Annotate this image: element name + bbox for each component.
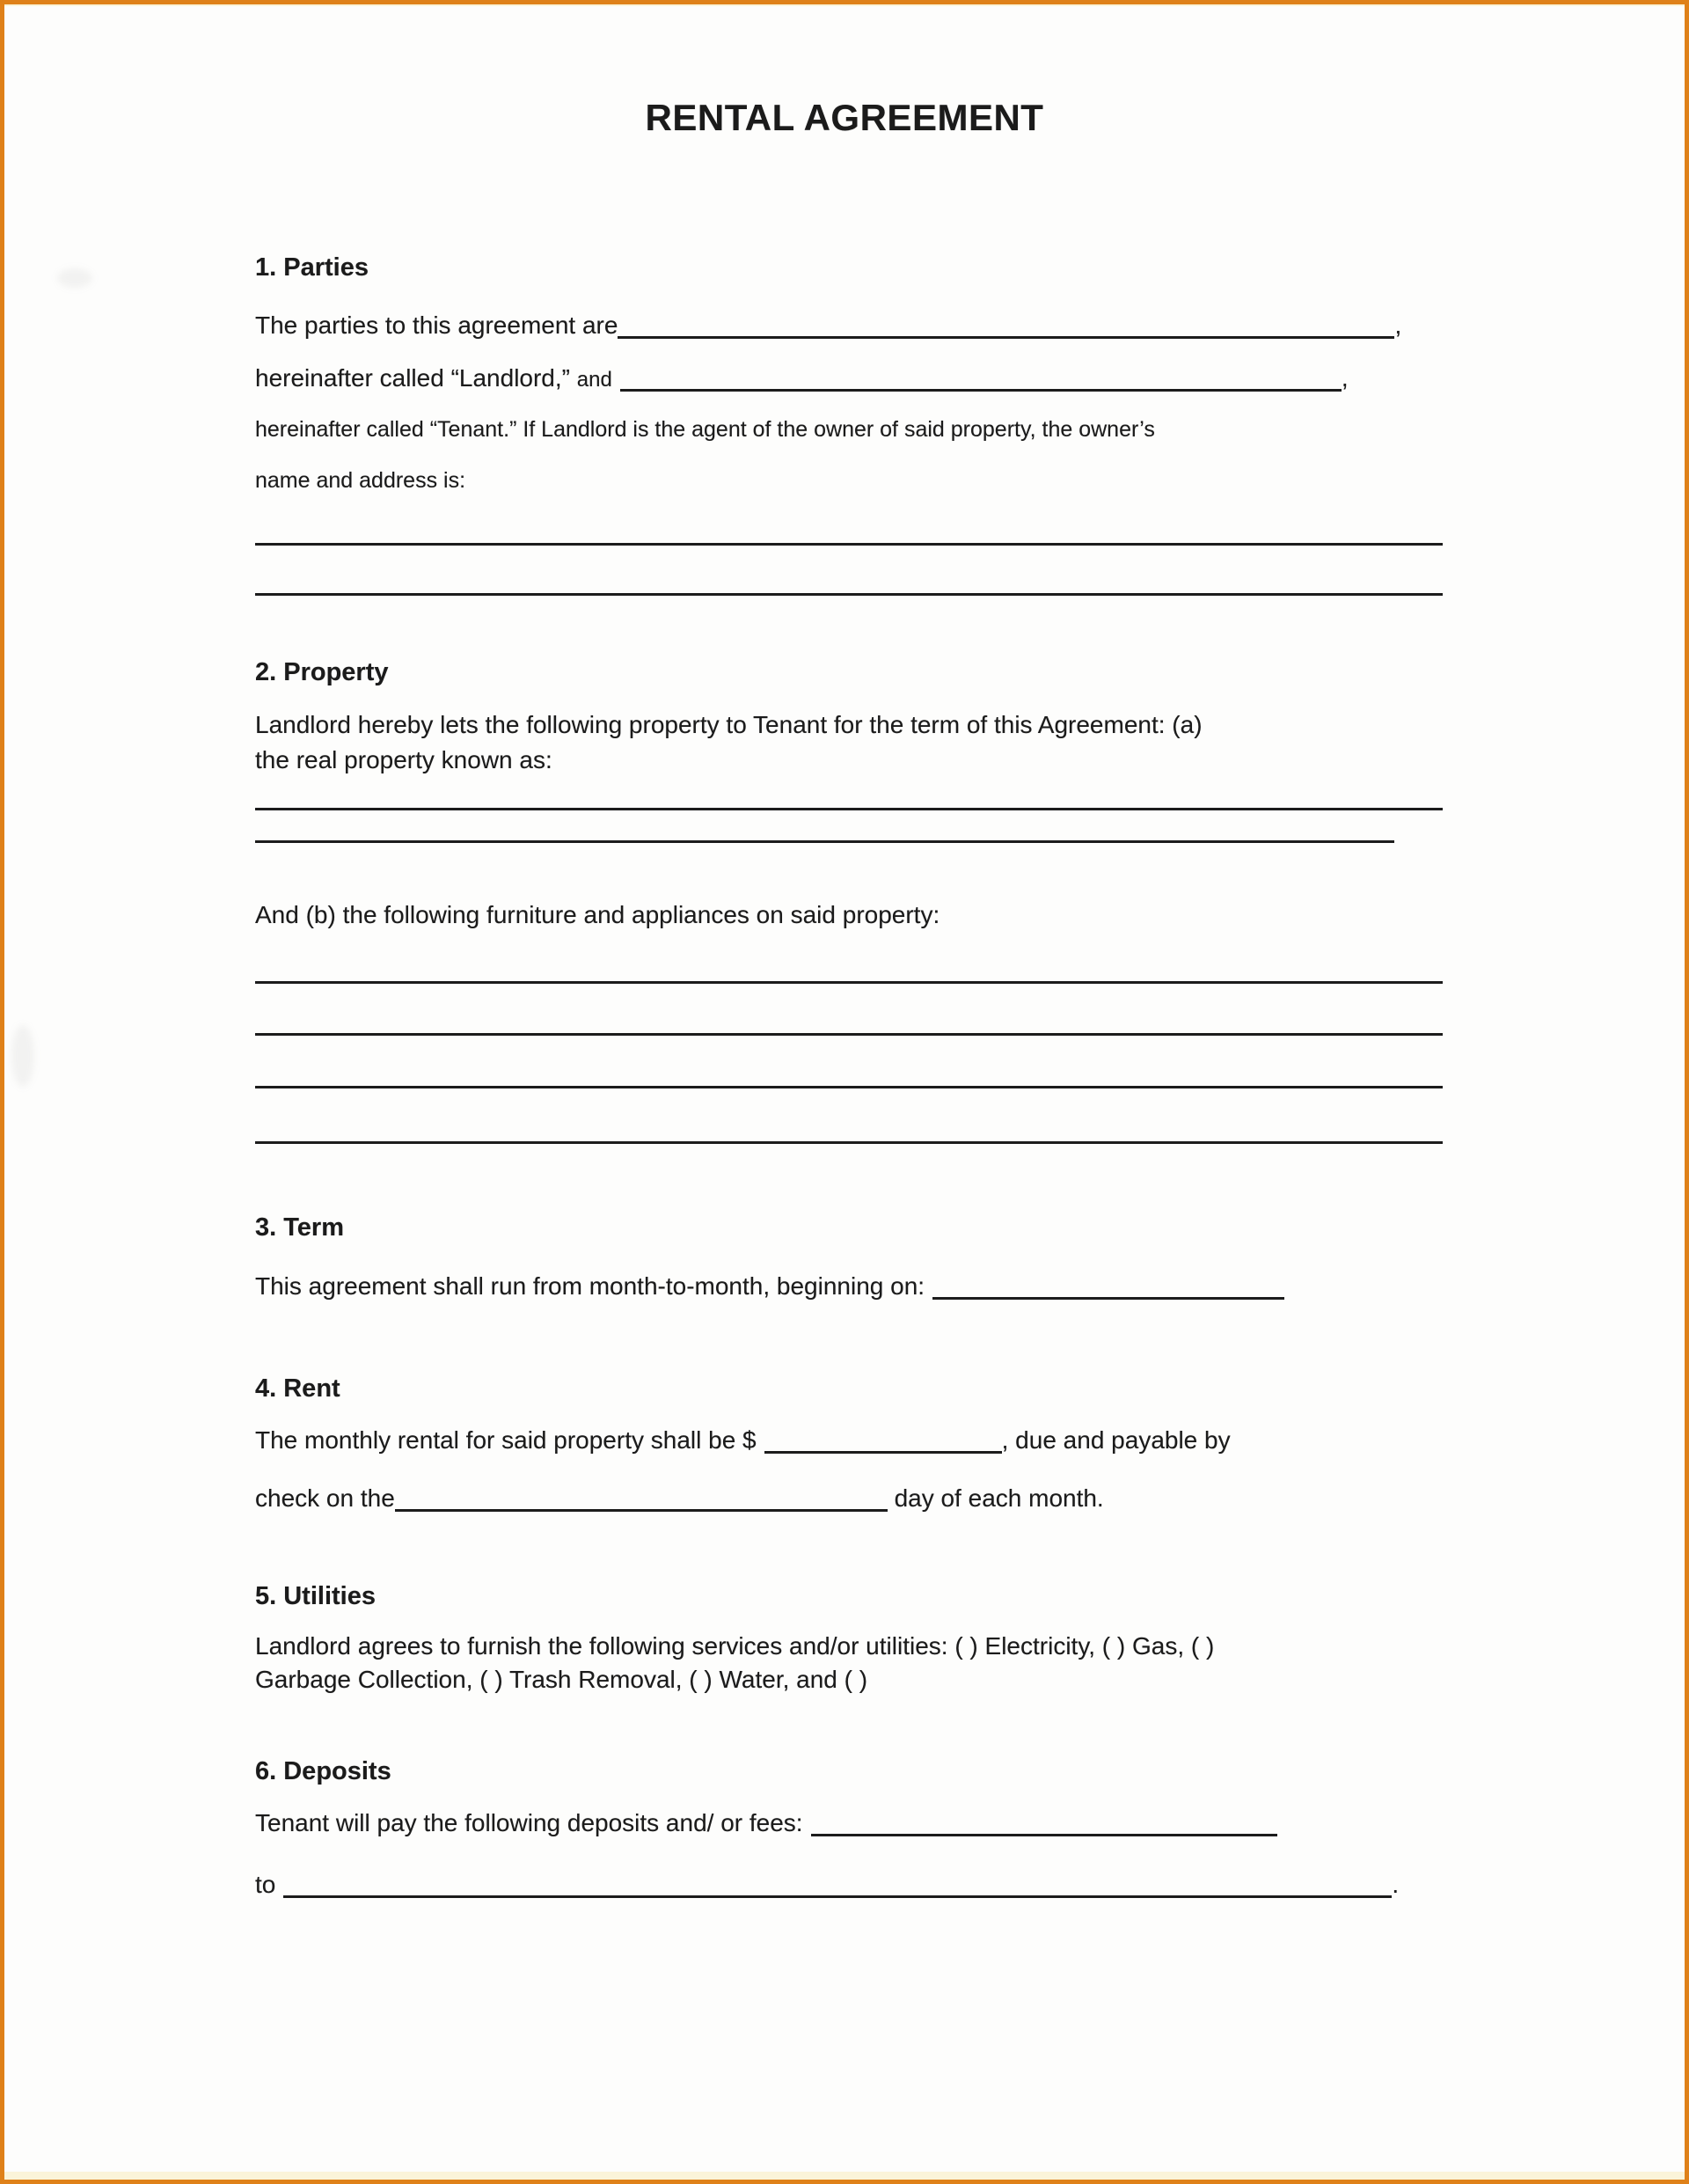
parties-line-1-comma: , — [1394, 311, 1402, 339]
rent-line-2-text: check on the — [255, 1484, 395, 1512]
parties-line-2 — [255, 363, 1349, 395]
term-line — [255, 1272, 1284, 1301]
rent-line-1-tail: , due and payable by — [1001, 1426, 1231, 1454]
landlord-name-blank — [618, 333, 1394, 339]
document-title: RENTAL AGREEMENT — [645, 97, 1044, 138]
rent-line-1 — [255, 1425, 1231, 1455]
section-heading-utilities: 5. Utilities — [255, 1582, 376, 1610]
furniture-blank-line-4 — [255, 1141, 1443, 1144]
term-line-text: This agreement shall run from month-to-month, beginning on: — [255, 1272, 925, 1300]
rent-line-1-text: The monthly rental for said property shall be $ — [255, 1426, 757, 1454]
owner-address-blank-line-2 — [255, 593, 1443, 596]
property-paragraph-line-1: Landlord hereby lets the following property to Tenant for the term of this Agreement: (a) — [255, 711, 1203, 738]
parties-line-2-comma: , — [1341, 364, 1349, 392]
parties-line-4: name and address is: — [255, 468, 466, 493]
section-heading-rent: 4. Rent — [255, 1374, 340, 1403]
parties-line-2-text: hereinafter called “Landlord,” — [255, 364, 570, 392]
furniture-intro-line: And (b) the following furniture and appliances on said property: — [255, 901, 940, 928]
real-property-blank-line-1 — [255, 808, 1443, 810]
deposits-line-1 — [255, 1808, 1277, 1838]
scan-smudge — [57, 268, 92, 288]
rent-amount-blank — [764, 1447, 1002, 1454]
rent-line-2 — [255, 1484, 1104, 1513]
deposits-line-2-period: . — [1392, 1871, 1400, 1898]
scan-smudge — [11, 1025, 34, 1087]
tenant-name-blank — [620, 385, 1342, 392]
furniture-blank-line-1 — [255, 981, 1443, 984]
deposits-line-2 — [255, 1870, 1399, 1900]
deposit-fees-blank — [811, 1830, 1277, 1836]
parties-line-1-text: The parties to this agreement are — [255, 311, 618, 339]
deposit-paid-to-blank — [283, 1892, 1392, 1898]
owner-address-blank-line-1 — [255, 543, 1443, 546]
rent-line-2-tail: day of each month. — [894, 1484, 1104, 1512]
utilities-paragraph-line-1: Landlord agrees to furnish the following services and/or utilities: ( ) Electricity, ( ) Gas, ( ) — [255, 1632, 1215, 1660]
deposits-line-2-text: to — [255, 1871, 276, 1898]
parties-line-1 — [255, 311, 1401, 341]
parties-line-2-and: and — [576, 368, 612, 392]
utilities-paragraph — [255, 1630, 1214, 1697]
furniture-blank-line-2 — [255, 1033, 1443, 1036]
term-start-date-blank — [932, 1294, 1284, 1300]
utilities-paragraph-line-2: Garbage Collection, ( ) Trash Removal, ( ) Water, and ( ) — [255, 1666, 868, 1693]
furniture-blank-line-3 — [255, 1086, 1443, 1088]
property-paragraph-line-2: the real property known as: — [255, 746, 552, 773]
property-paragraph — [255, 707, 1203, 778]
section-heading-parties: 1. Parties — [255, 253, 369, 282]
deposits-line-1-text: Tenant will pay the following deposits and/ or fees: — [255, 1809, 803, 1836]
section-heading-property: 2. Property — [255, 658, 389, 686]
real-property-blank-line-2 — [255, 840, 1394, 843]
parties-line-3: hereinafter called “Tenant.” If Landlord is the agent of the owner of said property, the owner’s — [255, 417, 1155, 442]
section-heading-term: 3. Term — [255, 1213, 345, 1242]
rent-due-day-blank — [395, 1506, 888, 1512]
section-heading-deposits: 6. Deposits — [255, 1757, 391, 1785]
